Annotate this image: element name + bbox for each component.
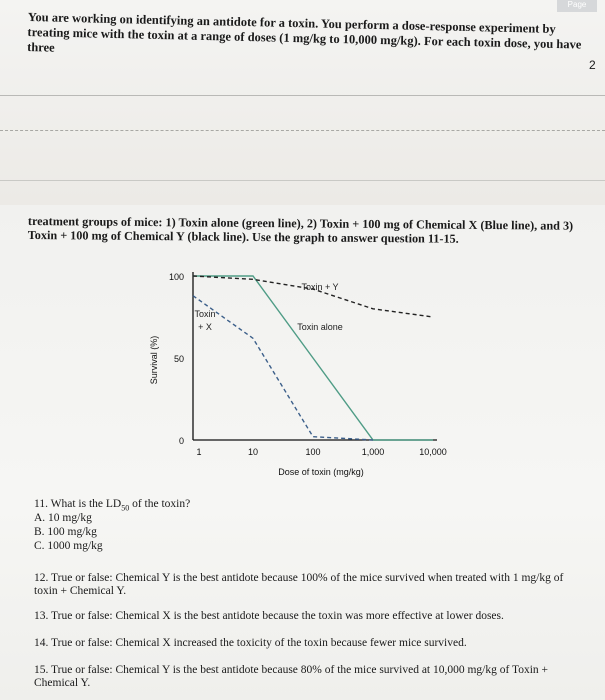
x-tick-label-10000: 10,000 [419,447,447,457]
page-tag: Page [557,0,597,12]
instructions-paragraph: treatment groups of mice: 1) Toxin alone (green line), 2) Toxin + 100 mg of Chemical X (Blue line), and 3) Toxin + 100 mg of Chemical Y (black line). Use the graph to answer question 11-15. [27,214,574,246]
y-axis-label: Survival (%) [149,335,159,385]
answer-option-b: B. 100 mg/kg [34,526,97,538]
y-tick-label-0: 0 [178,436,184,446]
series-label-toxin-y: Toxin + Y [301,282,339,292]
question-12: 12. True or false: Chemical Y is the best antidote because 100% of the mice survived when treated with 1 mg/kg of toxin + Chemical Y. [34,572,564,597]
question-14: 14. True or false: Chemical X increased the toxicity of the toxin because fewer mice survived. [34,637,467,649]
series-label-toxin-x-line2: + X [198,322,212,332]
x-axis-label: Dose of toxin (mg/kg) [278,467,364,477]
x-tick-label-1000: 1,000 [361,447,385,457]
series-label-toxin-alone: Toxin alone [297,322,343,332]
question-13: 13. True or false: Chemical X is the best antidote because the toxin was more effective at lower doses. [34,610,504,622]
answer-option-c: C. 1000 mg/kg [34,540,103,552]
series-label-toxin-x-line1: Toxin [194,309,216,319]
y-tick-label-50: 50 [173,354,184,364]
x-tick-label-100: 100 [305,447,321,457]
y-tick-label-100: 100 [168,272,184,282]
x-tick-label-10: 10 [247,447,259,457]
question-11-stem: 11. What is the $LD_{50}$ of the toxin? [34,498,191,513]
question-15: 15. True or false: Chemical Y is the best antidote because 80% of the mice survived at 10,000 mg/kg of Toxin + Chemical Y. [34,664,549,689]
intro-paragraph: You are working on identifying an antidote for a toxin. You perform a dose-response experiment by treating mice with the toxin at a range of doses (1 mg/kg to 10,000 mg/kg). For each toxin dose, you have three [27,10,582,55]
series-line-toxin-alone [193,276,433,440]
x-tick-label-1: 1 [196,447,202,457]
page-number: 2 [589,58,596,72]
answer-option-a: A. 10 mg/kg [34,512,92,524]
